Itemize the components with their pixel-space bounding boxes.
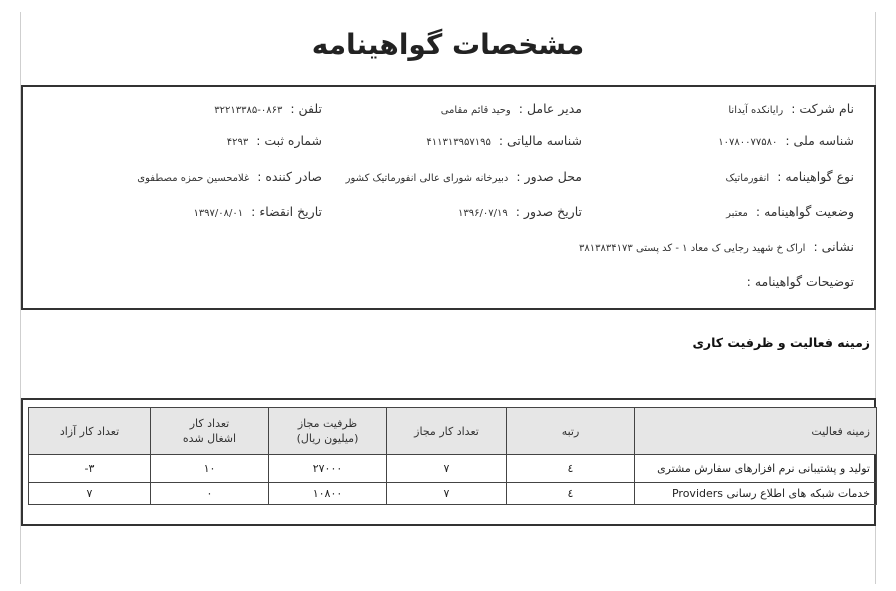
cell-allowed-count: ۷ xyxy=(387,455,507,483)
table-header-row xyxy=(29,408,877,455)
national-id-field xyxy=(718,133,854,148)
page-title: مشخصات گواهینامه xyxy=(311,28,585,61)
cell-activity: خدمات شبکه های اطلاع رسانی Providers xyxy=(635,483,877,505)
economic-id-label: شناسه مالیاتی : xyxy=(498,133,582,148)
company-name-value: رایانکده آیدانا xyxy=(728,105,784,116)
issue-place-field xyxy=(346,169,582,184)
description-field xyxy=(739,274,854,289)
address-field xyxy=(579,239,854,254)
ceo-field xyxy=(441,101,582,116)
ceo-value: وحید قائم مقامی xyxy=(440,105,511,116)
header-occupied: تعداد کار اشغال شده xyxy=(151,408,269,455)
cell-allowed-count: ۷ xyxy=(387,483,507,505)
national-id-label: شناسه ملی : xyxy=(785,133,854,148)
national-id-value: ۱۰۷۸۰۰۷۷۵۸۰ xyxy=(718,137,778,148)
cell-capacity: ۲۷۰۰۰ xyxy=(269,455,387,483)
header-allowed-count: تعداد کار مجاز xyxy=(387,408,507,455)
section-title: زمینه فعالیت و ظرفیت کاری xyxy=(692,335,870,350)
expiry-date-label: تاریخ انقضاء : xyxy=(251,204,322,219)
issue-place-value: دبیرخانه شورای عالی انفورماتیک کشور xyxy=(345,173,509,184)
phone-label: تلفن : xyxy=(290,101,322,116)
cert-type-label: نوع گواهینامه : xyxy=(777,169,854,184)
economic-id-value: ۴۱۱۳۱۳۹۵۷۱۹۵ xyxy=(426,137,491,148)
issuer-label: صادر کننده : xyxy=(257,169,322,184)
phone-value: ۰۸۶۳-۳۲۲۱۳۳۸۵ xyxy=(214,105,283,116)
reg-no-field xyxy=(227,133,322,148)
issue-place-label: محل صدور : xyxy=(516,169,582,184)
cert-type-field xyxy=(725,169,854,184)
cert-status-label: وضعیت گواهینامه : xyxy=(755,204,854,219)
cell-free: ۷ xyxy=(29,483,151,505)
issue-date-label: تاریخ صدور : xyxy=(515,204,582,219)
company-name-field xyxy=(728,101,854,116)
issue-date-value: ۱۳۹۶/۰۷/۱۹ xyxy=(458,208,508,219)
header-free: تعداد کار آزاد xyxy=(29,408,151,455)
cert-status-field xyxy=(726,204,854,219)
activity-table xyxy=(28,407,877,505)
cell-occupied: ۰ xyxy=(151,483,269,505)
table-row xyxy=(29,483,877,505)
expiry-date-field xyxy=(193,204,322,219)
table-row xyxy=(29,455,877,483)
address-value: اراک خ شهید رجایی ک معاد ۱ - کد پستی ۳۸۱۳۸۳۴۱۷۳ xyxy=(579,243,806,254)
cell-activity: تولید و پشتیبانی نرم افزارهای سفارش مشتری xyxy=(635,455,877,483)
ceo-label: مدیر عامل : xyxy=(518,101,582,116)
economic-id-field xyxy=(426,133,582,148)
issue-date-field xyxy=(458,204,582,219)
company-name-label: نام شرکت : xyxy=(791,101,854,116)
cell-free: ۳- xyxy=(29,455,151,483)
reg-no-label: شماره ثبت : xyxy=(256,133,322,148)
cell-rank: ٤ xyxy=(507,455,635,483)
issuer-value: غلامحسین حمزه مصطفوی xyxy=(137,173,250,184)
issuer-field xyxy=(137,169,322,184)
header-rank: رتبه xyxy=(507,408,635,455)
address-label: نشانی : xyxy=(813,239,854,254)
cell-rank: ٤ xyxy=(507,483,635,505)
header-activity: زمینه فعالیت xyxy=(635,408,877,455)
expiry-date-value: ۱۳۹۷/۰۸/۰۱ xyxy=(193,208,244,219)
description-label: توضیحات گواهینامه : xyxy=(746,274,854,289)
phone-field xyxy=(214,101,322,116)
certificate-info-box xyxy=(21,85,876,310)
reg-no-value: ۴۲۹۳ xyxy=(226,137,249,148)
header-allowed-capacity: ظرفیت مجاز (میلیون ریال) xyxy=(269,408,387,455)
cert-status-value: معتبر xyxy=(726,208,748,219)
cell-capacity: ۱۰۸۰۰ xyxy=(269,483,387,505)
cert-type-value: انفورماتیک xyxy=(725,173,770,184)
cell-occupied: ۱۰ xyxy=(151,455,269,483)
